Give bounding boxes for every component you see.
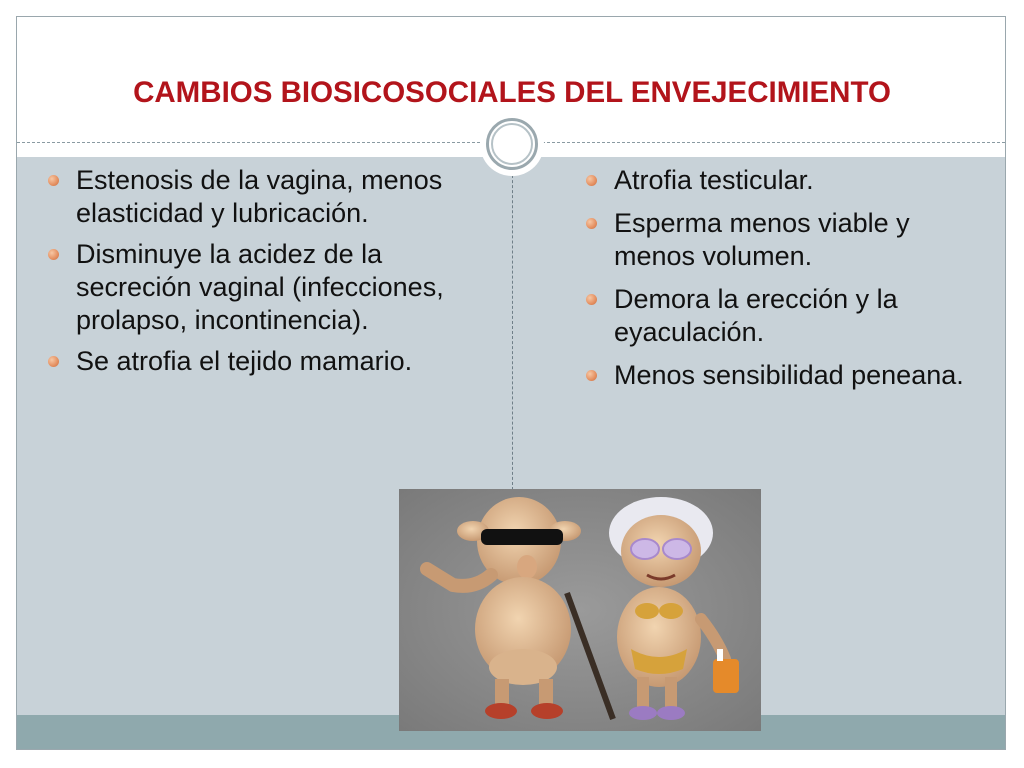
list-item-text: Esperma menos viable y menos volumen. bbox=[614, 208, 910, 271]
list-item-text: Atrofia testicular. bbox=[614, 165, 814, 195]
column-divider bbox=[512, 170, 513, 490]
bullet-icon bbox=[586, 294, 597, 305]
list-item bbox=[582, 359, 982, 392]
left-column bbox=[44, 164, 484, 386]
right-column bbox=[582, 164, 982, 402]
elderly-couple-picture bbox=[399, 489, 761, 731]
bullet-icon bbox=[586, 370, 597, 381]
list-item-text: Menos sensibilidad peneana. bbox=[614, 360, 964, 390]
bullet-icon bbox=[48, 175, 59, 186]
list-item-text: Demora la erección y la eyaculación. bbox=[614, 284, 898, 347]
bullet-icon bbox=[48, 356, 59, 367]
list-item-text: Disminuye la acidez de la secreción vaginal (infecciones, prolapso, incontinencia). bbox=[76, 239, 444, 335]
list-item bbox=[44, 345, 484, 378]
elderly-couple-cartoon-icon bbox=[399, 489, 761, 731]
right-bullet-list bbox=[582, 164, 982, 392]
slide-title: CAMBIOS BIOSICOSOCIALES DEL ENVEJECIMIENTO bbox=[133, 76, 891, 109]
left-bullet-list bbox=[44, 164, 484, 378]
list-item bbox=[582, 164, 982, 197]
list-item-text: Se atrofia el tejido mamario. bbox=[76, 346, 413, 376]
bullet-icon bbox=[48, 249, 59, 260]
list-item bbox=[582, 207, 982, 273]
bullet-icon bbox=[586, 175, 597, 186]
list-item bbox=[44, 238, 484, 337]
bullet-icon bbox=[586, 218, 597, 229]
list-item bbox=[44, 164, 484, 230]
decorative-inner-ring bbox=[491, 123, 533, 165]
list-item-text: Estenosis de la vagina, menos elasticidad y lubricación. bbox=[76, 165, 443, 228]
list-item bbox=[582, 283, 982, 349]
